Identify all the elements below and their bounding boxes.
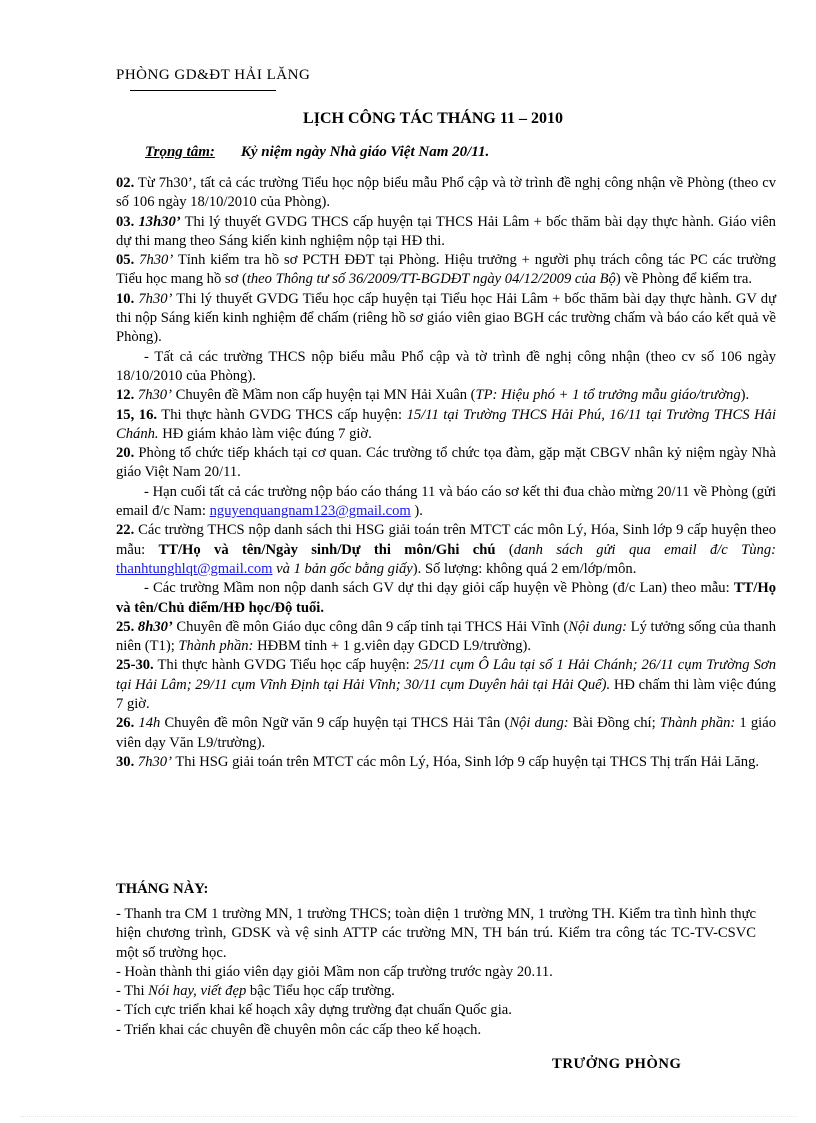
- schedule-item-26: [116, 714, 776, 753]
- item-text: Chuyên đề Mầm non cấp huyện tại MN Hải Xuân (: [171, 387, 476, 404]
- item-text: Tỉnh kiểm tra hồ sơ PCTH ĐĐT tại Phòng. Hiệu trưởng + người phụ trách công tác PC các trường Tiểu học mang hồ sơ (: [116, 252, 777, 288]
- item-text: ). Số lượng: không quá 2 em/lớp/môn.: [412, 560, 637, 577]
- item-italic: Thành phần:: [659, 715, 736, 732]
- item-text: HĐ chấm thi làm việc đúng 7 giờ.: [116, 676, 776, 713]
- item-text: Phòng tổ chức tiếp khách tại cơ quan. Các trường tổ chức tọa đàm, gặp mặt CBGV nhân kỷ niệm ngày Nhà giáo Việt Nam 20/11.: [116, 445, 776, 481]
- document-title: LỊCH CÔNG TÁC THÁNG 11 – 2010: [303, 110, 563, 127]
- schedule-subitem-10: - Tất cả các trường THCS nộp biểu mẫu Phổ cập và tờ trình đề nghị công nhận (theo cv số 106 ngày 18/10/2010 của Phòng).: [116, 348, 776, 384]
- focus-label: Trọng tâm:: [145, 144, 215, 160]
- item-day: 20.: [116, 445, 135, 462]
- item-day: 22.: [116, 522, 135, 539]
- item-text: bậc Tiểu học cấp trường.: [246, 983, 395, 1000]
- item-time: 7h30’: [138, 290, 173, 307]
- schedule-item-30: [116, 753, 776, 772]
- schedule-subitem-20: [116, 483, 776, 522]
- focus-line: [145, 144, 489, 161]
- item-day: 15, 16.: [116, 406, 158, 423]
- focus-text: Kỷ niệm ngày Nhà giáo Việt Nam 20/11.: [240, 144, 490, 160]
- item-text: (: [495, 541, 514, 558]
- item-text: - Hạn cuối tất cả các trường nộp báo cáo tháng 11 và báo cáo sơ kết thi đua chào mừng 20/11 về Phòng (gửi email đ/c Nam:: [116, 483, 776, 520]
- page-bottom-divider: [20, 1116, 796, 1117]
- item-text: Thi thực hành GVDG Tiểu học cấp huyện:: [153, 657, 414, 674]
- item-day: 03.: [116, 213, 135, 230]
- signature-title: TRƯỞNG PHÒNG: [552, 1056, 682, 1072]
- item-italic: TP: Hiệu phó + 1 tổ trưởng mẫu giáo/trường: [475, 387, 741, 404]
- schedule-item-03: [116, 213, 776, 252]
- this-month-heading: THÁNG NÀY:: [116, 881, 209, 897]
- item-italic: Thành phần:: [178, 638, 254, 655]
- item-text: HĐBM tỉnh + 1 g.viên dạy GDCD L9/trường).: [253, 638, 532, 655]
- item-text: ).: [740, 387, 750, 404]
- department-name: PHÒNG GD&ĐT HẢI LĂNG: [116, 67, 311, 83]
- item-text: HĐ giám khảo làm việc đúng 7 giờ.: [158, 425, 372, 442]
- item-bold: TT/Họ và tên/Ngày sinh/Dự thi môn/Ghi chú: [158, 541, 496, 558]
- item-text: Thi lý thuyết GVDG Tiểu học cấp huyện tại Tiểu học Hải Lâm + bốc thăm bài dạy thực hành. GV dự thi nộp Sáng kiến kinh nghiệm để chấm (riêng hồ sơ giáo viên giao BGH các trường chấm và báo cáo kết quả về Phòng).: [116, 290, 776, 346]
- item-day: 02.: [116, 175, 135, 191]
- item-day: 26.: [116, 715, 135, 732]
- month-item: - Tích cực triển khai kế hoạch xây dựng trường đạt chuẩn Quốc gia.: [116, 1002, 512, 1019]
- email-link-tung[interactable]: thanhtunghlqt@gmail.com: [116, 560, 273, 577]
- item-text: Lý tưởng sống của thanh niên (T1);: [116, 618, 777, 655]
- item-text: Thi HSG giải toán trên MTCT các môn Lý, Hóa, Sinh lớp 9 cấp huyện tại THCS Thị trấn Hải Lăng.: [171, 753, 760, 770]
- schedule-item-25-30: [116, 656, 776, 714]
- month-item: - Thanh tra CM 1 trường MN, 1 trường THCS; toàn diện 1 trường MN, 1 trường TH. Kiểm tra tình hình thực hiện chương trình, GDSK và vệ sinh ATTP các trường MN, TH bán trú. Kiểm tra công tác TC-TV-CSVC một số trường học.: [116, 906, 756, 961]
- item-time: 7h30’: [137, 753, 172, 770]
- item-text: ) về Phòng để kiểm tra.: [615, 271, 753, 288]
- schedule-subitem-22: [116, 579, 776, 618]
- item-text: - Thi: [116, 983, 149, 1000]
- item-text: Thi thực hành GVDG THCS cấp huyện:: [157, 406, 407, 423]
- schedule-item-15-16: [116, 406, 776, 445]
- item-text: Từ 7h30’, tất cả các trường Tiểu học nộp biểu mẫu Phổ cập và tờ trình đề nghị công nhận về Phòng (theo cv số 106 ngày 18/10/2010 của Phòng).: [116, 175, 776, 211]
- department-underline: [130, 90, 276, 91]
- item-time: 7h30’: [137, 387, 172, 404]
- schedule-item-25: [116, 618, 776, 657]
- month-item: [116, 982, 756, 1001]
- item-text: ).: [410, 503, 423, 520]
- item-time: 8h30’: [137, 618, 173, 635]
- schedule-body: [116, 174, 776, 772]
- item-day: 10.: [116, 290, 135, 307]
- item-day: 25-30.: [116, 657, 154, 674]
- item-day: 30.: [116, 753, 135, 770]
- item-italic: và 1 bản gốc bằng giấy: [272, 560, 413, 577]
- item-text: - Các trường Mầm non nộp danh sách GV dự thi dạy giỏi cấp huyện về Phòng (đ/c Lan) theo mẫu:: [144, 580, 734, 597]
- month-item: - Triển khai các chuyên đề chuyên môn các cấp theo kế hoạch.: [116, 1021, 482, 1038]
- item-text: Chuyên đề môn Giáo dục công dân 9 cấp tỉnh tại THCS Hải Vĩnh (: [172, 618, 569, 635]
- item-text: Các trường THCS nộp danh sách thi HSG giải toán trên MTCT các môn Lý, Hóa, Sinh lớp 9 cấp huyện theo mẫu:: [116, 522, 776, 558]
- email-link-nam[interactable]: nguyenquangnam123@gmail.com: [209, 503, 411, 520]
- month-item: - Hoàn thành thi giáo viên dạy giỏi Mầm non cấp trường trước ngày 20.11.: [116, 963, 553, 980]
- item-time: 13h30’: [138, 213, 181, 230]
- item-italic: danh sách gửi qua email đ/c Tùng:: [513, 541, 776, 558]
- item-time: 14h: [138, 715, 161, 732]
- item-italic: Nói hay, viết đẹp: [148, 983, 247, 1000]
- schedule-item-22: [116, 521, 776, 579]
- item-italic: theo Thông tư số 36/2009/TT-BGDĐT ngày 04/12/2009 của Bộ: [246, 271, 616, 288]
- item-time: 7h30’: [139, 252, 174, 269]
- item-day: 25.: [116, 618, 135, 635]
- schedule-item-12: [116, 386, 776, 405]
- item-italic: Nội dung:: [509, 715, 569, 732]
- item-text: Bài Đồng chí;: [568, 715, 660, 732]
- item-italic: 25/11 cụm Ô Lâu tại số 1 Hải Chánh; 26/11 cụm Trường Sơn tại Hải Lâm; 29/11 cụm Vĩnh Định tại Hải Vĩnh; 30/11 cụm Duyên hải tại Hải Quế).: [116, 657, 776, 693]
- this-month-list: [116, 905, 756, 1040]
- item-day: 12.: [116, 387, 135, 404]
- schedule-item-02: [116, 174, 776, 213]
- schedule-item-05: [116, 251, 776, 290]
- item-day: 05.: [116, 252, 135, 269]
- item-italic: Nội dung:: [568, 618, 628, 635]
- item-bold: TT/Họ và tên/Chủ điểm/HĐ học/Độ tuổi.: [116, 580, 776, 616]
- schedule-item-20: [116, 444, 776, 483]
- item-text: 1 giáo viên dạy Văn L9/trường).: [116, 715, 776, 751]
- item-text: Thi lý thuyết GVDG THCS cấp huyện tại THCS Hải Lâm + bốc thăm bài dạy thực hành. Giáo viên dự thi mang theo Sáng kiến kinh nghiệm nộp tại HĐ thi.: [116, 213, 776, 249]
- item-text: Chuyên đề môn Ngữ văn 9 cấp huyện tại THCS Hải Tân (: [160, 715, 510, 732]
- schedule-item-10: [116, 290, 776, 348]
- item-italic: 15/11 tại Trường THCS Hải Phú, 16/11 tại Trường THCS Hải Chánh.: [116, 406, 777, 442]
